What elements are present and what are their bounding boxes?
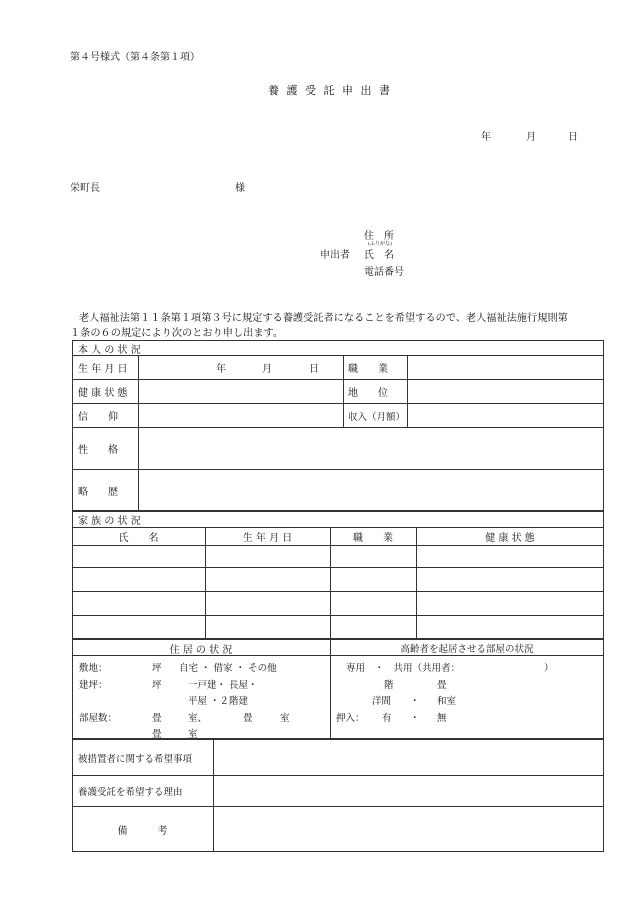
room-style-dot: ・ [410, 696, 420, 707]
rooms-room3: 室 [188, 729, 198, 740]
income-label: 収入（月額） [348, 411, 406, 423]
family-heading: 家 族 の 状 況 [78, 516, 141, 527]
room-floor: 階 [384, 680, 394, 691]
address-label: 住 所 [364, 231, 394, 242]
birth-month-label: 月 [262, 364, 272, 375]
date-month-label: 月 [526, 132, 536, 143]
honorific: 様 [235, 183, 245, 194]
housing-heading: 住 居 の 状 況 [169, 644, 233, 656]
family-col-birthdate: 生 年 月 日 [242, 533, 293, 544]
religion-label: 信 仰 [78, 412, 118, 423]
site-unit: 坪 [152, 663, 162, 674]
birthdate-label: 生 年 月 日 [78, 364, 128, 375]
name-label: 氏 名 [364, 250, 394, 261]
site-label: 敷地： [79, 663, 108, 674]
rooms-unit1: 畳 [152, 713, 162, 724]
room-use: 専用 ・ 共用（共用者： [346, 663, 461, 674]
personal-heading: 本 人 の 状 況 [78, 344, 141, 356]
form-number: 第４号様式（第４条第１項） [70, 52, 200, 63]
remarks-label: 備 考 [117, 826, 168, 837]
rooms-unit2: 畳 [243, 713, 253, 724]
position-label: 地 位 [348, 388, 388, 399]
rooms-room1: 室、 [188, 713, 208, 724]
closet-dot: ・ [410, 713, 420, 724]
rooms-room2: 室 [280, 713, 290, 724]
occupation-label: 職 業 [348, 364, 388, 375]
phone-label: 電話番号 [364, 267, 404, 278]
room-style-western: 洋間 [372, 696, 392, 707]
birth-day-label: 日 [309, 364, 319, 375]
family-col-health: 健 康 状 態 [485, 533, 535, 544]
page-title: 養 護 受 託 申 出 書 [268, 84, 392, 97]
rooms-label: 部屋数： [79, 713, 118, 724]
body-text-line1: 老人福祉法第１１条第１項第３号に規定する養護受託者になることを希望するので、老人福祉法施行規則第 [79, 313, 568, 324]
health-label: 健 康 状 態 [78, 388, 128, 399]
closet-label: 押入： [336, 713, 365, 724]
applicant-label: 申出者 [320, 250, 350, 261]
personal-status-table [72, 340, 604, 511]
site-options: 自宅 ・ 借家 ・ その他 [179, 663, 277, 674]
addressee: 栄町長 [70, 183, 100, 194]
closet-yes: 有 [382, 713, 392, 724]
reason-label: 養護受託を希望する理由 [78, 787, 183, 798]
building-label: 建坪： [79, 680, 108, 691]
history-label: 略 歴 [78, 487, 118, 498]
building-type1: 一戸建・ 長屋・ [188, 680, 258, 691]
wishes-label: 被措置者に関する希望事項 [78, 753, 193, 765]
room-tatami: 畳 [437, 680, 447, 691]
body-text-line2: １条の６の規定により次のとおり申し出ます。 [70, 328, 284, 339]
room-style-japanese: 和室 [437, 696, 457, 707]
elder-room-heading: 高齢者を起居させる部屋の状況 [400, 644, 534, 655]
furigana-label: (ふりがな) [368, 241, 392, 247]
room-use-close: ） [544, 663, 554, 674]
date-year-label: 年 [481, 132, 491, 143]
date-day-label: 日 [568, 132, 578, 143]
family-col-occupation: 職 業 [353, 533, 393, 544]
rooms-unit3: 畳 [152, 729, 162, 740]
closet-no: 無 [437, 713, 447, 724]
family-col-name: 氏 名 [118, 533, 159, 544]
birth-year-label: 年 [216, 364, 226, 375]
building-unit: 坪 [152, 680, 162, 691]
character-label: 性 格 [78, 445, 118, 456]
building-type2: 平屋 ・２階建 [188, 696, 249, 707]
